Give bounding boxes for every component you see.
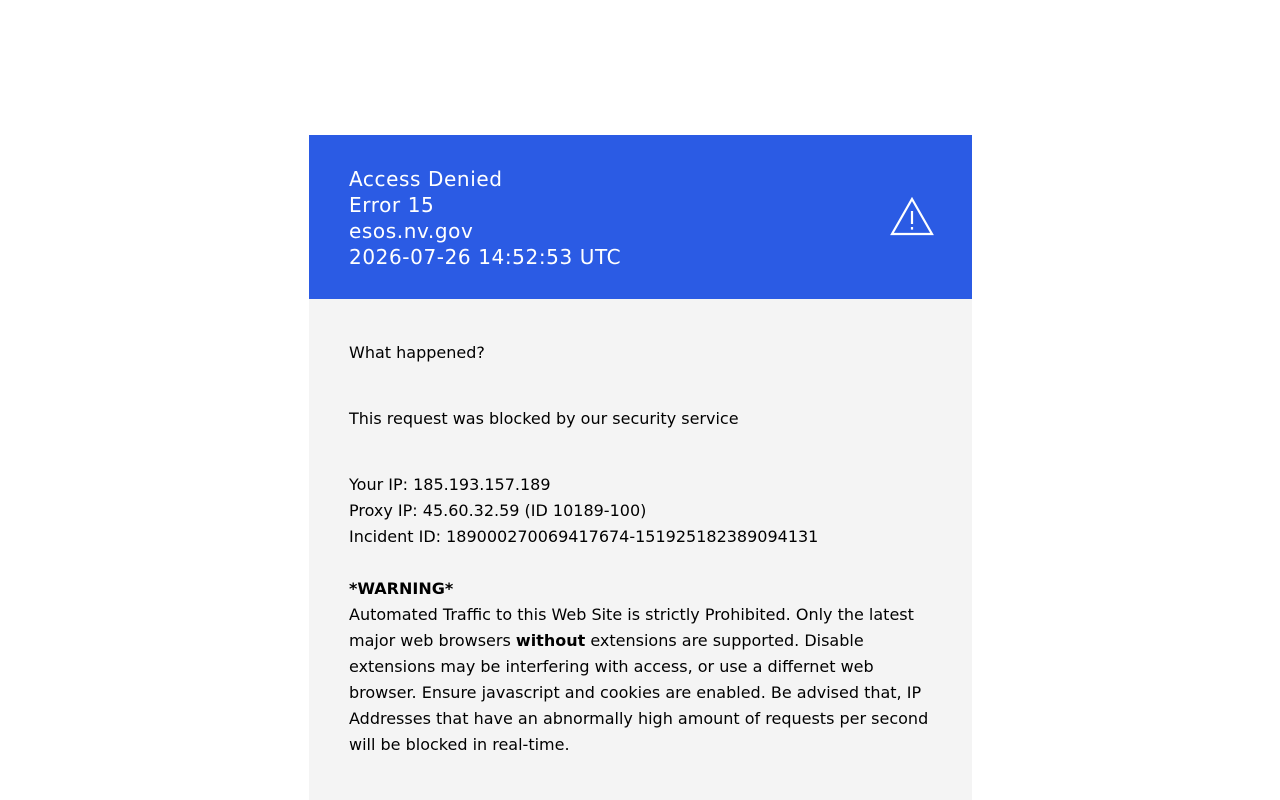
warning-text-after: extensions are supported. Disable extensions may be interfering with access, or use a differnet web browser. Ensure javascript and cookies are enabled. Be advised that, IP Addresses that have an abnormally high amount of requests per second will be blocked in real-time.	[349, 631, 929, 754]
your-ip: Your IP: 185.193.157.189	[349, 475, 551, 494]
blocked-message: This request was blocked by our security service	[349, 409, 739, 428]
what-happened-heading: What happened?	[349, 343, 485, 362]
error-timestamp: 2026-07-26 14:52:53 UTC	[349, 245, 622, 269]
warning-triangle-icon	[890, 197, 934, 237]
access-denied-card	[309, 135, 972, 800]
warning-text	[349, 602, 932, 758]
warning-text-emphasis: without	[515, 631, 586, 650]
error-details	[309, 299, 972, 800]
page-title: Access Denied	[349, 167, 503, 191]
error-header	[309, 135, 972, 299]
warning-text-before: Automated Traffic to this Web Site is strictly Prohibited. Only the latest major web browsers	[349, 605, 914, 650]
warning-title: *WARNING*	[349, 579, 454, 598]
incident-id: Incident ID: 189000270069417674-151925182389094131	[349, 527, 819, 546]
proxy-ip: Proxy IP: 45.60.32.59 (ID 10189-100)	[349, 501, 647, 520]
host-name: esos.nv.gov	[349, 219, 474, 243]
error-code: Error 15	[349, 193, 435, 217]
